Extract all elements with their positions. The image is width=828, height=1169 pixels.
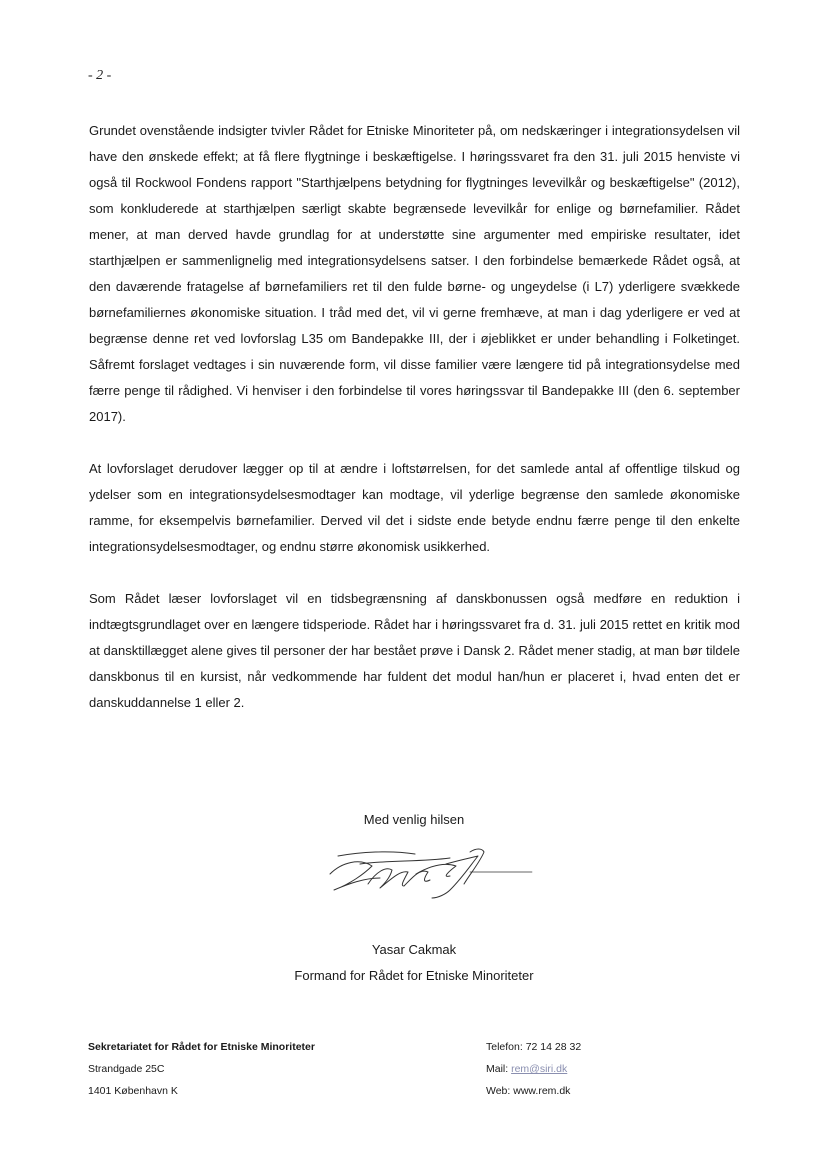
paragraph-1: Grundet ovenstående indsigter tvivler Rådet for Etniske Minoriteter på, om nedskæringer i integrationsydelsen vil have den ønskede effekt; at få flere flygtninge i beskæftigelse. I høringssvaret fra den 31. juli 2015 henviste vi også til Rockwool Fondens rapport "Starthjælpens betydning for flygtninges levevilkår og beskæftigelse" (2012), som konkluderede at starthjælpen særligt skabte begrænsede levevilkår for enlige og børnefamilier. Rådet mener, at man derved havde grundlag for at understøtte sine argumenter med empiriske resultater, idet starthjælpen er sammenlignelig med integrationsydelsens satser. I den forbindelse bemærkede Rådet også, at den daværende fratagelse af børnefamiliers ret til den fulde børne- og ungeydelse (i L7) yderligere svækkede børnefamiliernes økonomiske situation. I tråd med det, vil vi gerne fremhæve, at man i dag yderligere er ved at begrænse denne ret ved lovforslag L35 om Bandepakke III, der i øjeblikket er under behandling i Folketinget. Såfremt forslaget vedtages i sin nuværende form, vil disse familier være længere tid på integrationsydelse med færre penge til rådighed. Vi henviser i den forbindelse til vores høringssvar til Bandepakke III (den 6. september 2017). xyxy=(89,123,740,424)
footer-organization: Sekretariatet for Rådet for Etniske Minoriteter xyxy=(88,1041,315,1053)
footer-web: Web: www.rem.dk xyxy=(486,1085,571,1097)
signer-name: Yasar Cakmak xyxy=(371,942,457,957)
footer-mail-line xyxy=(486,1058,726,1080)
paragraph-2: At lovforslaget derudover lægger op til at ændre i loftstørrelsen, for det samlede antal af offentlige tilskud og ydelser som en integrationsydelsesmodtager kan modtage, vil yderlige begrænse den samlede økonomiske ramme, for eksempelvis børnefamilier. Derved vil det i sidste ende betyde endnu færre penge til den enkelte integrationsydelsesmodtager, og endnu større økonomisk usikkerhed. xyxy=(89,461,740,554)
footer-contact xyxy=(486,1036,726,1102)
footer-phone: Telefon: 72 14 28 32 xyxy=(486,1041,582,1053)
paragraph-3: Som Rådet læser lovforslaget vil en tidsbegrænsning af danskbonussen også medføre en reduktion i indtægtsgrundlaget over en længere tidsperiode. Rådet har i høringssvaret fra d. 31. juli 2015 rettet en kritik mod at dansktillægget alene gives til personer der har bestået prøve i Dansk 2. Rådet mener stadig, at man bør tildele danskbonus til en kursist, når vedkommende har fuldent det modul han/hun er placeret i, hvad enten det er danskuddannelse 1 eller 2. xyxy=(89,591,740,710)
footer-city: 1401 København K xyxy=(88,1085,178,1097)
signer-title: Formand for Rådet for Etniske Minoriteter xyxy=(294,968,534,983)
footer-mail-label: Mail: xyxy=(486,1063,512,1075)
footer-address xyxy=(88,1036,408,1102)
handwritten-signature xyxy=(320,844,535,904)
page-number: - 2 - xyxy=(88,68,112,83)
footer-mail-link[interactable]: rem@siri.dk xyxy=(511,1063,568,1075)
closing-greeting: Med venlig hilsen xyxy=(363,812,465,827)
footer-street: Strandgade 25C xyxy=(88,1063,165,1075)
letter-body xyxy=(89,118,740,742)
